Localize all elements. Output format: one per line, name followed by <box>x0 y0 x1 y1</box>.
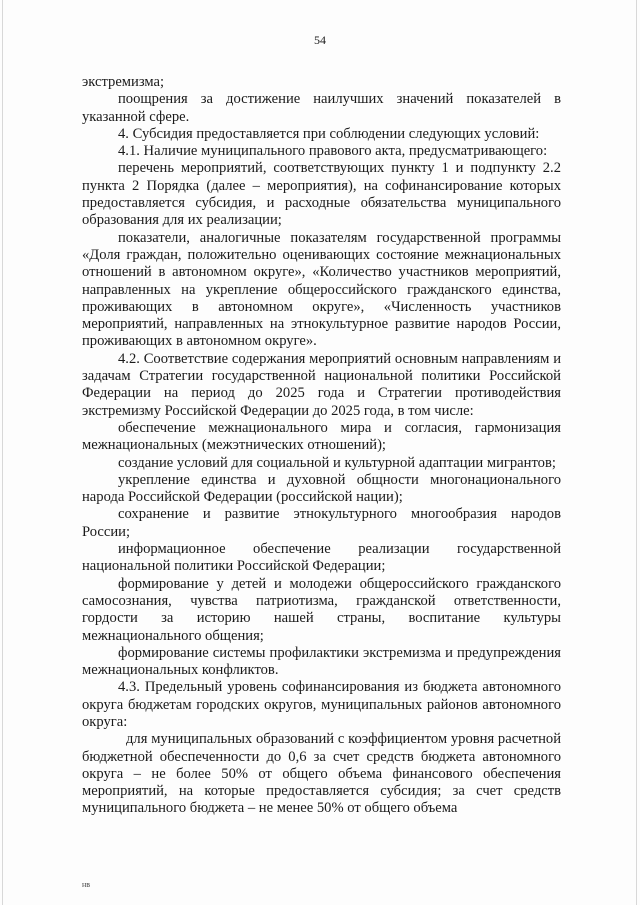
paragraph: сохранение и развитие этнокультурного многообразия народов России; <box>82 506 561 540</box>
paragraph: для муниципальных образований с коэффициентом уровня расчетной бюджетной обеспеченности до 0,6 за счет средств бюджета автономного округа – не более 50% от общего объема финансового обеспечения мероприятий, на которые предоставляется субсидия; за счет средств муниципального бюджета – не менее 50% от общего объема <box>82 731 561 817</box>
scan-edge-left <box>2 0 3 905</box>
paragraph: 4.3. Предельный уровень софинансирования из бюджета автономного округа бюджетам городских округов, муниципальных районов автономного округа: <box>82 679 561 730</box>
paragraph: поощрения за достижение наилучших значений показателей в указанной сфере. <box>82 91 561 125</box>
paragraph: создание условий для социальной и культурной адаптации мигрантов; <box>118 454 556 471</box>
paragraph: 4.1. Наличие муниципального правового акта, предусматривающего: <box>118 143 548 160</box>
paragraph: формирование у детей и молодежи общероссийского гражданского самосознания, чувства патриотизма, гражданской ответственности, гордости за историю нашей страны, воспитание культуры межнационального общения; <box>82 575 561 644</box>
page-number: 54 <box>314 33 326 47</box>
scan-edge-right <box>636 0 637 905</box>
paragraph: формирование системы профилактики экстремизма и предупреждения межнациональных конфликтов. <box>82 644 561 679</box>
paragraph: перечень мероприятий, соответствующих пункту 1 и подпункту 2.2 пункта 2 Порядка (далее – мероприятия), на софинансирование которых предоставляется субсидия, и расходные обязательства муниципального образования для их реализации; <box>82 160 561 229</box>
footer-mark: нв <box>82 880 91 889</box>
document-body <box>82 74 561 818</box>
paragraph: показатели, аналогичные показателям государственной программы «Доля граждан, положительно оценивающих состояние межнациональных отношений в автономном округе», «Количество участников мероприятий, направленных на укрепление общероссийского гражданского единства, проживающих в автономном округе», «Численность участников мероприятий, направленных на этнокультурное развитие народов России, проживающих в автономном округе». <box>82 229 561 350</box>
paragraph: 4. Субсидия предоставляется при соблюдении следующих условий: <box>118 125 540 142</box>
paragraph: 4.2. Соответствие содержания мероприятий основным направлениям и задачам Стратегии государственной национальной политики Российской Федерации на период до 2025 года и Стратегии противодействия экстремизму Российской Федерации до 2025 года, в том числе: <box>82 350 561 419</box>
paragraph: укрепление единства и духовной общности многонационального народа Российской Федерации (российской нации); <box>82 471 561 506</box>
paragraph: информационное обеспечение реализации государственной национальной политики Российской Федерации; <box>82 541 561 575</box>
paragraph: экстремизма; <box>82 74 165 90</box>
paragraph: обеспечение межнационального мира и согласия, гармонизация межнациональных (межэтнических отношений); <box>82 419 561 454</box>
